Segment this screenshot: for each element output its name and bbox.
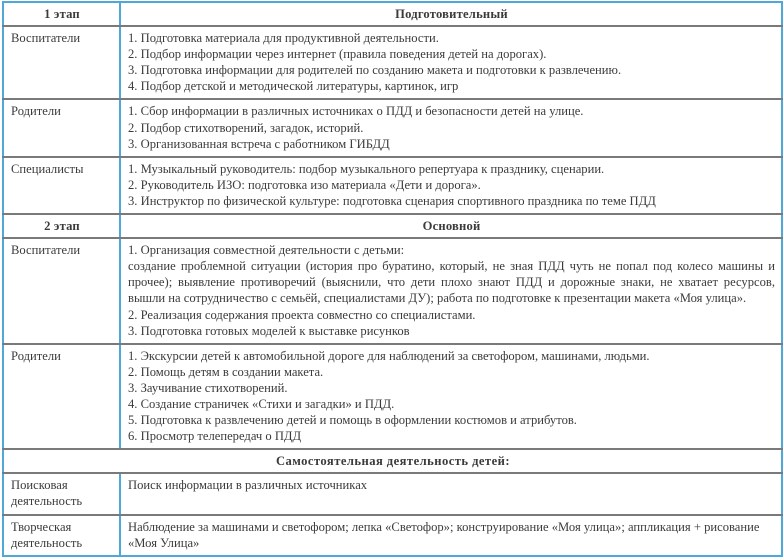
content-cell xyxy=(120,515,782,556)
content-line: Наблюдение за машинами и светофором; лепка «Светофор»; конструирование «Моя улица»; аппликация + рисование «Моя Улица» xyxy=(128,519,760,550)
project-stages-table xyxy=(2,1,783,557)
content-line: 5. Подготовка к развлечению детей и помощь в оформлении костюмов и атрибутов. xyxy=(128,413,577,428)
content-line: 3. Подготовка информации для родителей по созданию макета и подготовки к развлечению. xyxy=(128,63,622,78)
content-line: 3. Организованная встреча с работником ГИБДД xyxy=(128,136,390,151)
content-line: 2. Руководитель ИЗО: подготовка изо материала «Дети и дорога». xyxy=(128,177,481,192)
content-cell xyxy=(120,473,782,514)
independent-activity-banner: Самостоятельная деятельность детей: xyxy=(3,449,782,473)
table-row xyxy=(3,344,782,450)
content-line: 1. Музыкальный руководитель: подбор музыкального репертуара к празднику, сценарии. xyxy=(128,161,605,176)
content-line: 6. Просмотр телепередач о ПДД xyxy=(128,429,302,444)
content-line: 2. Подбор стихотворений, загадок, историй. xyxy=(128,120,364,135)
content-cell xyxy=(120,238,782,344)
role-label: Воспитатели xyxy=(3,238,120,344)
table-row-stage1-header xyxy=(3,2,782,26)
content-cell xyxy=(120,344,782,450)
content-line: 4. Подбор детской и методической литературы, картинок, игр xyxy=(128,79,459,94)
role-label: Воспитатели xyxy=(3,26,120,99)
content-paragraph: создание проблемной ситуации (история про буратино, который, не зная ПДД чуть не попал под колесо машины и прочее); выявление противоречий (выяснили, что дети плохо знают ПДД и дорожные знаки, не хватает ресурсов, вышли на сотрудничество с семьёй, специалистами ДУ); работа по подготовке к презентации макета «Моя улица». xyxy=(128,259,775,306)
table-row-stage2-header xyxy=(3,214,782,238)
content-line: 1. Экскурсии детей к автомобильной дороге для наблюдений за светофором, машинами, людьми. xyxy=(128,348,650,363)
content-cell xyxy=(120,99,782,156)
document-page xyxy=(0,1,783,550)
role-label: Творческая деятельность xyxy=(3,515,120,556)
role-label: Специалисты xyxy=(3,157,120,214)
stage2-title: Основной xyxy=(120,214,782,238)
table-row-independent-header xyxy=(3,449,782,473)
stage1-label: 1 этап xyxy=(3,2,120,26)
content-line: 3. Инструктор по физической культуре: подготовка сценария спортивного праздника по теме ПДД xyxy=(128,193,656,208)
content-line: 2. Реализация содержания проекта совместно со специалистами. xyxy=(128,307,476,322)
stage2-label: 2 этап xyxy=(3,214,120,238)
table-row xyxy=(3,26,782,99)
role-label: Родители xyxy=(3,99,120,156)
table-row xyxy=(3,99,782,156)
content-line: 2. Помощь детям в создании макета. xyxy=(128,364,324,379)
content-line: 4. Создание страничек «Стихи и загадки» и ПДД. xyxy=(128,396,395,411)
content-line: 1. Подготовка материала для продуктивной деятельности. xyxy=(128,31,439,46)
content-cell xyxy=(120,26,782,99)
content-line: 1. Организация совместной деятельности с детьми: xyxy=(128,243,405,258)
table-row xyxy=(3,515,782,556)
table-row xyxy=(3,157,782,214)
role-label: Поисковая деятельность xyxy=(3,473,120,514)
table-row xyxy=(3,238,782,344)
content-line: 3. Подготовка готовых моделей к выставке рисунков xyxy=(128,323,410,338)
role-label: Родители xyxy=(3,344,120,450)
content-line: 3. Заучивание стихотворений. xyxy=(128,380,288,395)
content-line: 2. Подбор информации через интернет (правила поведения детей на дорогах). xyxy=(128,47,547,62)
stage1-title: Подготовительный xyxy=(120,2,782,26)
content-line: 1. Сбор информации в различных источниках о ПДД и безопасности детей на улице. xyxy=(128,104,584,119)
content-line: Поиск информации в различных источниках xyxy=(128,478,368,493)
table-row xyxy=(3,473,782,514)
content-cell xyxy=(120,157,782,214)
